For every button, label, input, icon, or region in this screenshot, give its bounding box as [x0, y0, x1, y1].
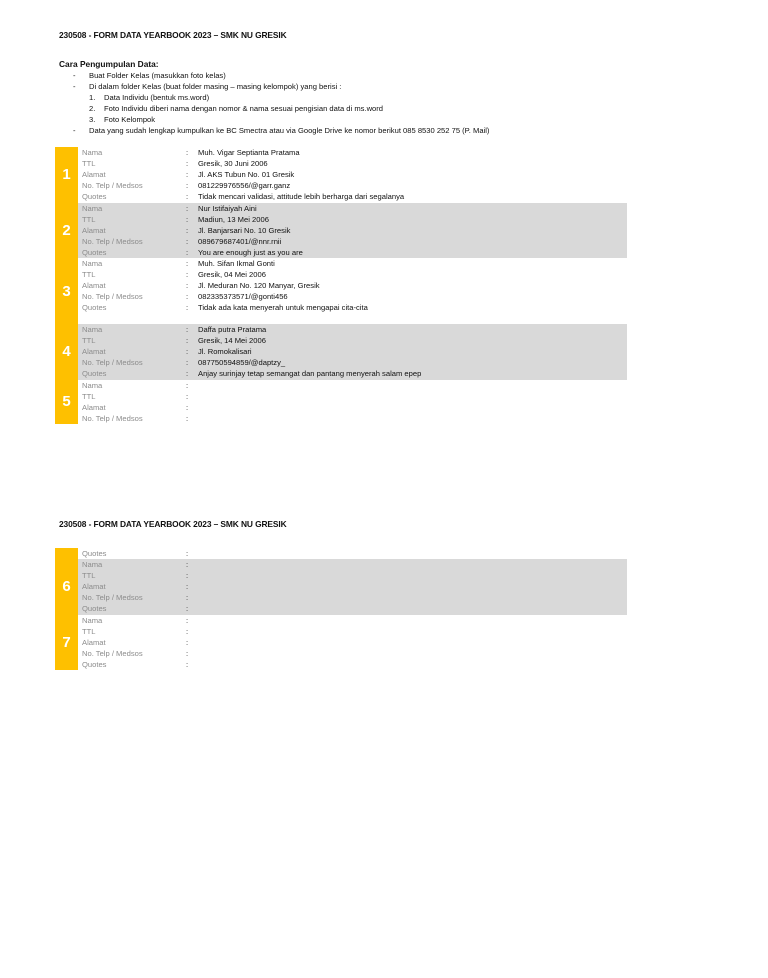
entry-number: 4 — [55, 324, 78, 380]
field-row: TTL : Gresik, 14 Mei 2006 — [82, 336, 266, 346]
field-row: Nama : Muh. Vigar Septianta Pratama — [82, 148, 300, 157]
field-row: Quotes : Tidak ada kata menyerah untuk mengapai cita-cita — [82, 303, 368, 313]
entry-number: 2 — [55, 203, 78, 259]
field-row: TTL : — [82, 626, 189, 636]
field-row: TTL : — [82, 391, 189, 401]
entry-number: 5 — [55, 380, 78, 424]
field-row: Nama : — [82, 560, 189, 570]
field-row: Nama : — [82, 380, 189, 390]
field-row: No. Telp / Medsos : 087750594859/@daptzy_ — [82, 358, 286, 368]
field-row: No. Telp / Medsos : — [82, 648, 189, 658]
field-row: Alamat : Jl. Meduran No. 120 Manyar, Gresik — [82, 281, 320, 291]
field-row: Alamat : Jl. Banjarsari No. 10 Gresik — [82, 225, 291, 235]
field-row: No. Telp / Medsos : — [82, 413, 189, 423]
field-row: Quotes : Tidak mencari validasi, attitude lebih berharga dari segalanya — [82, 192, 405, 202]
field-row: TTL : Gresik, 04 Mei 2006 — [82, 270, 266, 280]
field-row: Nama : Nur Istifaiyah Aini — [82, 203, 257, 213]
field-row: Quotes : — [82, 604, 189, 614]
field-row: No. Telp / Medsos : 082335373571/@gonti456 — [82, 292, 288, 302]
field-row: Nama : — [82, 615, 189, 625]
field-row: Alamat : — [82, 582, 189, 592]
field-row: Quotes : — [82, 549, 189, 558]
field-row: Quotes : You are enough just as you are — [82, 247, 303, 257]
field-row: No. Telp / Medsos : 081229976556/@garr.ganz — [82, 181, 291, 191]
field-row: Quotes : Anjay surinjay tetap semangat dan pantang menyerah salam epep — [82, 369, 422, 379]
field-row: Alamat : Jl. AKS Tubun No. 01 Gresik — [82, 170, 295, 180]
entry-block — [55, 324, 627, 380]
field-row: TTL : Madiun, 13 Mei 2006 — [82, 214, 269, 224]
entry-block — [55, 258, 627, 324]
field-row: No. Telp / Medsos : — [82, 593, 189, 603]
field-row: Alamat : — [82, 402, 189, 412]
instructions-title: Cara Pengumpulan Data: — [59, 59, 159, 69]
entry-block — [55, 559, 627, 615]
entry-number: 1 — [55, 147, 78, 203]
entry-number: 7 — [55, 615, 78, 671]
field-row: Quotes : — [82, 659, 189, 669]
field-row: Alamat : — [82, 637, 189, 647]
entry-block — [55, 380, 627, 424]
entry-number: 3 — [55, 258, 78, 324]
entry-block-continuation — [55, 548, 627, 559]
entry-block — [55, 147, 627, 203]
field-row: Alamat : Jl. Romokalisari — [82, 347, 252, 357]
entry-block — [55, 615, 627, 671]
field-row: Nama : Daffa putra Pratama — [82, 325, 267, 334]
entry-block — [55, 203, 627, 259]
page-title: 230508 - FORM DATA YEARBOOK 2023 – SMK NU GRESIK — [59, 519, 287, 529]
field-row: No. Telp / Medsos : 089679687401/@nnr.rnii — [82, 236, 282, 246]
field-row: TTL : — [82, 571, 189, 581]
entry-number: 6 — [55, 559, 78, 615]
page-title: 230508 - FORM DATA YEARBOOK 2023 – SMK NU GRESIK — [59, 30, 287, 40]
field-row: TTL : Gresik, 30 Juni 2006 — [82, 159, 268, 169]
field-row: Nama : Muh. Sifan Ikmal Gonti — [82, 259, 275, 268]
